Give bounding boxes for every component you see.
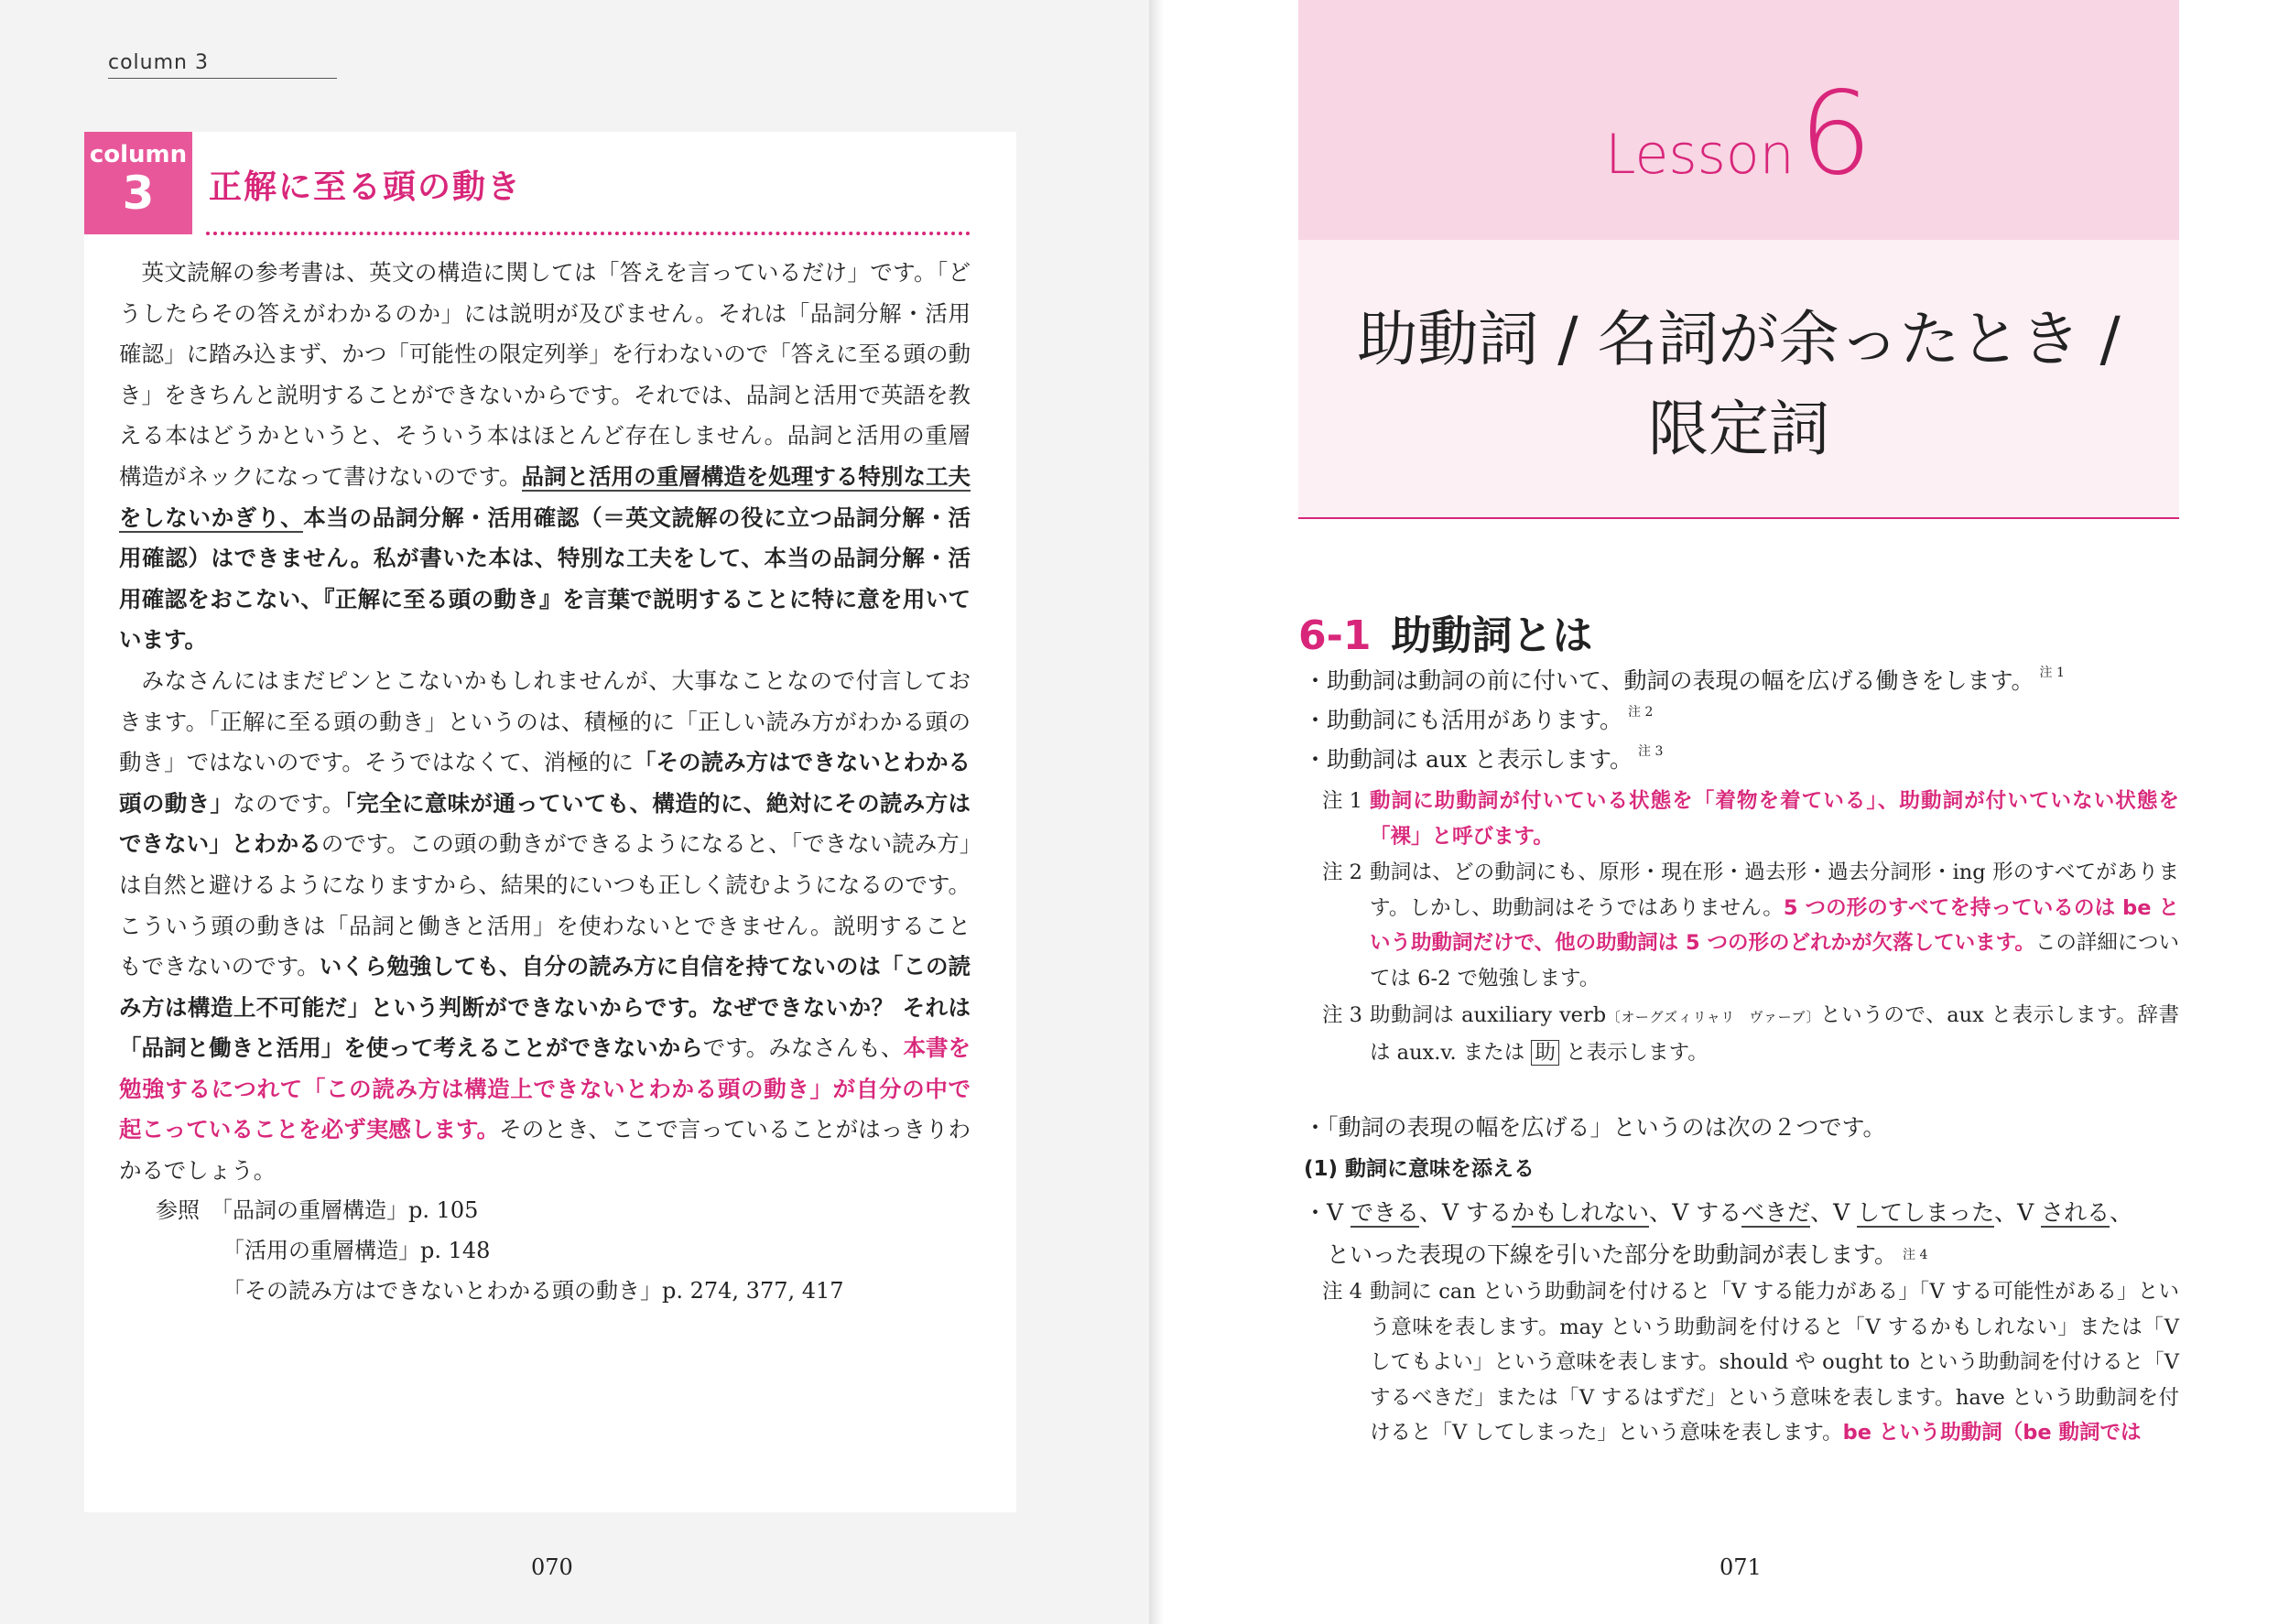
- lesson-number: 6: [1798, 66, 1872, 200]
- column-title: 正解に至る頭の動き: [209, 168, 523, 206]
- page-gutter: [1149, 0, 1164, 1624]
- page-number-right: 071: [1719, 1554, 1762, 1580]
- note-1: 注 1 動詞に助動詞が付いている状態を「着物を着ている」、助動詞が付いていない状態を「裸」と呼びます。: [1322, 784, 2179, 854]
- lesson-title-line: 限定詞: [1648, 394, 1829, 464]
- bullet-item: [1304, 742, 1663, 774]
- note-label: 注 1: [1322, 789, 1362, 813]
- section-number: 6-1: [1298, 612, 1372, 659]
- footnote-ref: 注 2: [1628, 705, 1654, 720]
- column-badge: [84, 132, 192, 234]
- footnote-ref: 注 1: [2039, 666, 2065, 680]
- running-head: column 3: [108, 51, 337, 79]
- reference-item: 「活用の重層構造」p. 148: [222, 1238, 491, 1263]
- reference-item: 「品詞の重層構造」p. 105: [222, 1197, 479, 1223]
- column-badge-word: column: [89, 141, 188, 168]
- bullet-text: ・助動詞は動詞の前に付いて、動詞の表現の幅を広げる働きをします。: [1304, 667, 2034, 694]
- reference-item: 「その読み方はできないとわかる頭の動き」p. 274, 377, 417: [222, 1278, 844, 1304]
- reference-list: [156, 1190, 844, 1311]
- bullet-text: ・助動詞は aux と表示します。: [1304, 746, 1633, 773]
- bullet-text: ・助動詞にも活用があります。: [1304, 707, 1623, 733]
- subheading: (1) 動詞に意味を添える: [1304, 1157, 1535, 1181]
- column-paragraph: みなさんにはまだピンとこないかもしれませんが、大事なことなので付言しておきます。「正解に至る頭の動き」というのは、積極的に「正しい読み方がわかる頭の動き」ではないのです。そうではなくて、消極的に「その読み方はできないとわかる頭の動き」なのです。「完全に意味が通っていても、構造的に、絶対にその読み方はできない」とわかるのです。この頭の動きができるようになると、「できない読み方」は自然と避けるようになりますから、結果的にいつも正しく読むようになるのです。こういう頭の動きは「品詞と働きと活用」を使わないとできません。説明することもできないのです。いくら勉強しても、自分の読み方に自信を持てないのは「この読み方は構造上不可能だ」という判断ができないからです。なぜできないか？ それは「品詞と働きと活用」を使って考えることができないからです。みなさんも、本書を勉強するにつれて「この読み方は構造上できないとわかる頭の動き」が自分の中で起こっていることを必ず実感します。そのとき、ここで言っていることがはっきりわかるでしょう。: [119, 666, 971, 1185]
- lesson-label: [1298, 66, 2179, 200]
- note-label: 注 4: [1322, 1280, 1362, 1304]
- footnote-ref: 注 3: [1638, 744, 1664, 759]
- page-number-left: 070: [531, 1554, 573, 1580]
- bullet-item: [1304, 663, 2065, 696]
- note-4: 注 4 動詞に can という助動詞を付けると「V する能力がある」「V する可能性がある」という意味を表します。may という助動詞を付けると「V するかもしれない」または「V してもよい」という意味を表します。should や ought to という助動詞を付けると「V するべきだ」または「V するはずだ」という意味を表します。have という助動詞を付けると「V してしまった」という意味を表します。be という助動詞（be 動詞では: [1322, 1274, 2179, 1451]
- bullet-item: [1304, 702, 1653, 735]
- note-label: 注 3: [1322, 1003, 1362, 1027]
- column-body: [119, 253, 971, 1192]
- lesson-word: Lesson: [1605, 123, 1795, 187]
- note-2: 注 2 動詞は、どの動詞にも、原形・現在形・過去形・過去分詞形・ing 形のすべてがあります。しかし、助動詞はそうではありません。5 つの形のすべてを持っているのは be という助動詞だけで、他の助動詞は 5 つの形のどれかが欠落しています。この詳細については 6-2 で勉強します。: [1322, 855, 2179, 996]
- column-badge-number: 3: [122, 167, 155, 220]
- section-title: [1298, 602, 1593, 661]
- expand-intro: ・「動詞の表現の幅を広げる」というのは次の２つです。: [1304, 1114, 1886, 1141]
- column-paragraph: 英文読解の参考書は、英文の構造に関しては「答えを言っているだけ」です。「どうしたらその答えがわかるのか」には説明が及びません。それは「品詞分解・活用確認」に踏み込まず、かつ「可能性の限定列挙」を行わないので「答えに至る頭の動き」をきちんと説明することができないからです。それでは、品詞と活用で英語を教える本はどうかというと、そういう本はほとんど存在しません。品詞と活用の重層構造がネックになって書けないのです。品詞と活用の重層構造を処理する特別な工夫をしないかぎり、本当の品詞分解・活用確認（＝英文読解の役に立つ品詞分解・活用確認）はできません。私が書いた本は、特別な工夫をして、本当の品詞分解・活用確認をおこない、『正解に至る頭の動き』を言葉で説明することに特に意を用いています。: [119, 259, 971, 654]
- section-heading: 助動詞とは: [1391, 612, 1593, 659]
- reference-label: 参照: [156, 1197, 200, 1223]
- example-bullet: ・V できる、V するかもしれない、V するべきだ、V してしまった、V される、 といった表現の下線を引いた部分を助動詞が表します。 $^{注 4}$: [1304, 1199, 2133, 1268]
- note-label: 注 2: [1322, 861, 1362, 884]
- lesson-title-line: 助動詞 / 名詞が余ったとき /: [1357, 304, 2121, 374]
- note-3: 注 3 助動詞は auxiliary verb〔オーグズィリャリ ヴァーブ〕というので、aux と表示します。辞書は aux.v. または 助 と表示します。: [1322, 998, 2179, 1070]
- dotted-divider: [206, 232, 971, 235]
- lesson-title: [1298, 295, 2179, 474]
